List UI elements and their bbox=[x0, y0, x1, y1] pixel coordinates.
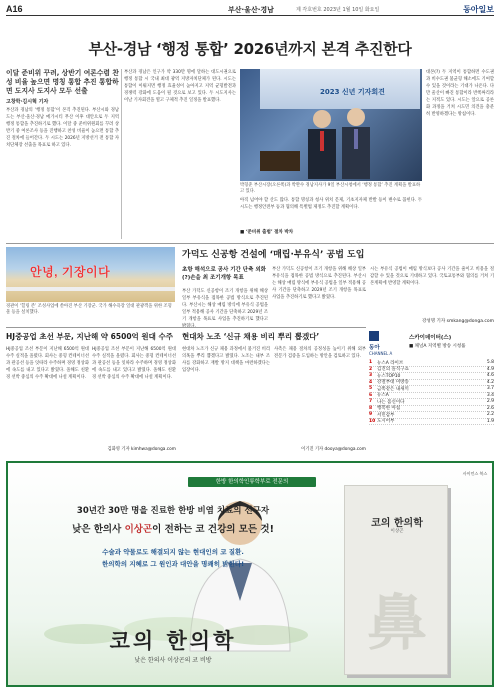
program-title: 뉴스A bbox=[377, 393, 389, 399]
rank-number: 3 bbox=[369, 373, 373, 379]
sub-label: ■ ‘준비위 출범’ 절차 박차 bbox=[240, 230, 294, 235]
rating-value: 1.9 bbox=[486, 418, 494, 424]
rating-value: 4.9 bbox=[486, 366, 494, 372]
second-headline: 가덕도 신공항 건설에 ‘매립·부유식’ 공법 도입 bbox=[182, 250, 365, 260]
channel-brand: 동아 bbox=[369, 345, 380, 351]
beach-caption: 경관이 ‘힐링 존’ 조성사업에 쏟아진 부산 기장군. 국가 해수욕장 일대 관광객을 위한 조형물 등을 설치했다. bbox=[6, 304, 172, 315]
program-title: 강철부대 미방송 bbox=[377, 380, 409, 386]
date-line: 제 각호번호 2023년 1월 10일 화요일 bbox=[296, 7, 380, 13]
ratings-row bbox=[369, 419, 494, 426]
program-title: 서민갑부 bbox=[377, 412, 395, 418]
fourth-body-left: 현대차 노조가 신규 채용 과정에서 불거진 비리 의혹을 뿌리 뽑겠다고 밝혔다. 노조는 내부 조사를 강화하고 재발 방지 대책을 마련하겠다는 입장이다. bbox=[182, 347, 270, 373]
podium bbox=[260, 151, 300, 171]
rating-value: 4.2 bbox=[486, 379, 494, 385]
section-title: 부산·울산·경남 bbox=[228, 6, 274, 14]
shoreline bbox=[6, 287, 175, 291]
masthead bbox=[6, 4, 494, 16]
lead-text: 이달 준비위 꾸려, 상반기 여론수렴 찬성 비율 높으면 명칭 통합 추진 통합하면 도지사 도지사 모두 선출 bbox=[6, 69, 119, 95]
ad-line-2-post: 이 전하는 코 건강의 모든 것! bbox=[152, 524, 274, 535]
sidebar-title: 스카이데이터(스) bbox=[409, 335, 452, 341]
rank-number: 1 bbox=[369, 360, 373, 366]
channel-logo-box bbox=[369, 331, 494, 359]
rank-number: 7 bbox=[369, 399, 373, 405]
book-cover bbox=[344, 485, 448, 675]
rank-number: 2 bbox=[369, 366, 373, 372]
body-text-mid: 부산과 경남은 인구가 약 330만 명에 달하는 대도시권으로 행정 통합 시 국내 최대 광역 지방자치단체가 된다. 시도는 통합이 이뤄지면 행정 효율성이 높아지고 지역 균형발전과 경쟁력 강화에 도움이 될 것으로 보고 있다. 두 시도지사는 이날 기자회견을 열고 구체적 추진 일정을 발표했다. bbox=[124, 70, 236, 103]
third-body-right: HJ중공업 조선 부문이 지난해 6500억 원대 수주 실적을 올렸다. 회사는 중형 컨테이너선과 관공선 등을 잇따라 수주하며 경영 정상화에 속도를 내고 있다고 밝혔다. 올해도 친환경 선박 중심의 수주 확대에 나설 계획이다. bbox=[92, 347, 176, 380]
body-text-bottom: 아직 넘어야 할 산도 많다. 통합 명칭과 청사 위치 문제, 기초지자체 반발 등이 변수로 꼽힌다. 두 시도는 행정안전부 등과 협의해 특별법 제정도 추진할 계획이다. bbox=[240, 198, 422, 210]
ad-author-name: 이상곤 bbox=[124, 524, 153, 535]
rank-number: 9 bbox=[369, 412, 373, 418]
book-cover-title: 코의 한의학 bbox=[371, 518, 423, 529]
second-deck: 초항 해석으로 공사 기간 단축 외화(?)손을 최 조기개항 목표 bbox=[182, 267, 266, 281]
second-body-left: 부산 가덕도 신공항이 조기 개항을 위해 해상 일부 부유식을 접목한 공법 방식으로 추진된다. 부산시는 해상 매립 방식에 부유식 공법을 일부 적용해 공사 기간을 단축하고 2029년 조기 개항을 목표로 사업을 추진하기로 했다고 bbox=[182, 289, 268, 322]
ad-line-4: 한의학의 지혜로 그 원인과 대안을 명쾌히 밝힌다! bbox=[101, 560, 245, 568]
banner-text: 2023 신년 기자회견 bbox=[320, 88, 385, 96]
book-cover-glyph: 鼻 bbox=[367, 589, 427, 659]
ratings-table bbox=[369, 360, 494, 460]
body-text-left: 부산과 경남의 ‘행정 통합’이 본격 추진된다. 부산시와 경남도는 부산·울산·경남 메가시티 무산 이후 대안으로 두 지역 행정 통합을 추진하기로 했다. 이달 중 준비위원회를 꾸려 상반기 중 여론조사 등을 진행하고 찬성 비율이 높으면 통합 추진 절차에 들어간다. 두 시도는 2026년 지방선거 전 통합 자치단체장 선출을 목표로 하고 있다. bbox=[6, 108, 119, 148]
section-rule-2 bbox=[6, 327, 366, 328]
rating-value: 3.7 bbox=[486, 386, 494, 392]
channel-sub: CHANNEL A bbox=[369, 351, 393, 356]
rank-number: 6 bbox=[369, 392, 373, 398]
body-text-right: 대본(?) 두 지역이 통합하면 수도권과 비수도권 불균형 해소에도 기여할 수 있을 것이라는 기대가 나온다. 다만 울산이 빠진 통합이라 반쪽짜리라는 지적도 있다. 시도는 앞으로 공론화 과정을 거쳐 시도민 의견을 충분히 반영하겠다는 방침이다. bbox=[426, 70, 494, 117]
program-title: 뉴스TOP10 bbox=[377, 373, 401, 379]
ad-line-3: 수술과 약물로도 해결되지 않는 현대인의 코 질환. bbox=[102, 548, 244, 556]
second-body-mid: 부산 가덕도 신공항이 조기 개항을 위해 해상 일부 부유식을 접목한 공법 방식으로 추진된다. 부산시는 해상 매립 방식에 부유식 공법을 일부 적용해 공사 기간을 단축하고 2029년 조기 개항을 목표로 사업을 추진하기로 했다고 밝혔다. bbox=[272, 267, 366, 300]
fourth-headline: 현대차 노조 ‘신규 채용 비리 뿌리 뽑겠다’ bbox=[182, 332, 320, 341]
column-divider bbox=[121, 69, 122, 239]
program-title: 금쪽같은 내새끼 bbox=[377, 386, 409, 392]
channel-logo-icon bbox=[369, 331, 379, 341]
rating-value: 2.9 bbox=[486, 399, 494, 405]
ad-line-2-pre: 낮은 한의사 bbox=[72, 524, 125, 535]
book-cover-author: 이상곤 bbox=[390, 529, 404, 534]
press-conference-photo bbox=[240, 69, 422, 181]
ad-tag: 한방 한의학인류학부로 전문의 bbox=[188, 477, 316, 487]
program-title: 행복한 아침 bbox=[377, 406, 401, 412]
second-body-right: 시는 부유식 공법이 매립 방식보다 공사 기간을 줄이고 비용을 절감할 수 있을 것으로 기대하고 있다. 국토교통부와 협의를 거쳐 기본계획에 반영할 계획이다. bbox=[370, 267, 494, 286]
program-title: 김진의 돌직구쇼 bbox=[377, 367, 409, 373]
program-title: 나는 몸신이다 bbox=[377, 399, 405, 405]
third-byline: 김화영 기자 kimhwa@donga.com bbox=[107, 447, 176, 452]
rank-number: 8 bbox=[369, 405, 373, 411]
beach-sign-text: 안녕, 기장이다 bbox=[30, 265, 111, 279]
rating-value: 3.4 bbox=[486, 392, 494, 398]
program-title: 뉴스A 라이브 bbox=[377, 360, 404, 366]
third-headline: HJ중공업 초선 부문, 지난해 약 6500억 원대 수주 bbox=[6, 332, 173, 341]
third-body-left: HJ중공업 조선 부문이 지난해 6500억 원대 수주 실적을 올렸다. 회사는 중형 컨테이너선과 관공선 등을 잇따라 수주하며 경영 정상화에 속도를 내고 있다고 밝혔다. 올해도 친환경 선박 중심의 수주 확대에 나설 계획이다. bbox=[6, 347, 89, 380]
rank-number: 5 bbox=[369, 386, 373, 392]
publisher-name: 사이언스 북스 bbox=[462, 471, 488, 476]
beach-photo bbox=[6, 247, 175, 302]
fourth-body-right: 사측은 채용 절차의 공정성을 높이기 위해 외부 전문가 검증을 도입하는 방안을 검토하고 있다. bbox=[274, 347, 366, 359]
book-advertisement bbox=[6, 461, 494, 687]
ad-line-2 bbox=[8, 521, 338, 535]
program-title: 도시어부 bbox=[377, 419, 395, 425]
rank-number: 4 bbox=[369, 379, 373, 385]
rating-value: 5.8 bbox=[486, 360, 494, 366]
ad-book-title: 코의 한의학 bbox=[109, 628, 237, 653]
rating-value: 2.6 bbox=[486, 405, 494, 411]
photo-caption: 박형준 부산시장(오른쪽)과 박완수 경남지사가 9일 부산시청에서 ‘행정 통합’ 추진 계획을 발표하고 있다. bbox=[240, 183, 421, 194]
lead-column bbox=[6, 69, 119, 241]
second-byline: 강성명 기자 smkang@donga.com bbox=[422, 319, 494, 324]
rating-value: 2.2 bbox=[486, 412, 494, 418]
section-rule bbox=[6, 243, 494, 244]
newspaper-brand: 동아일보 bbox=[463, 4, 494, 14]
lower-main-body bbox=[240, 197, 422, 241]
fourth-byline: 이기진 기자 dooya@donga.com bbox=[301, 447, 366, 452]
main-headline: 부산-경남 ‘행정 통합’ 2026년까지 본격 추진한다 bbox=[88, 40, 412, 58]
rank-number: 10 bbox=[369, 418, 376, 424]
ad-line-1: 30년간 30만 명을 진료한 한방 비염 치료의 선구자 bbox=[76, 506, 270, 516]
ad-book-subtitle: 낮은 한의사 이상곤의 코 비방 bbox=[134, 657, 212, 664]
byline: 고창학·김시혁 기자 bbox=[6, 99, 49, 105]
sidebar-subtitle: ■ 채널A 지역별 방송 시청률 bbox=[409, 344, 466, 349]
rating-value: 4.6 bbox=[486, 373, 494, 379]
page-number: A16 bbox=[6, 4, 23, 14]
speakers-silhouette bbox=[300, 79, 380, 179]
